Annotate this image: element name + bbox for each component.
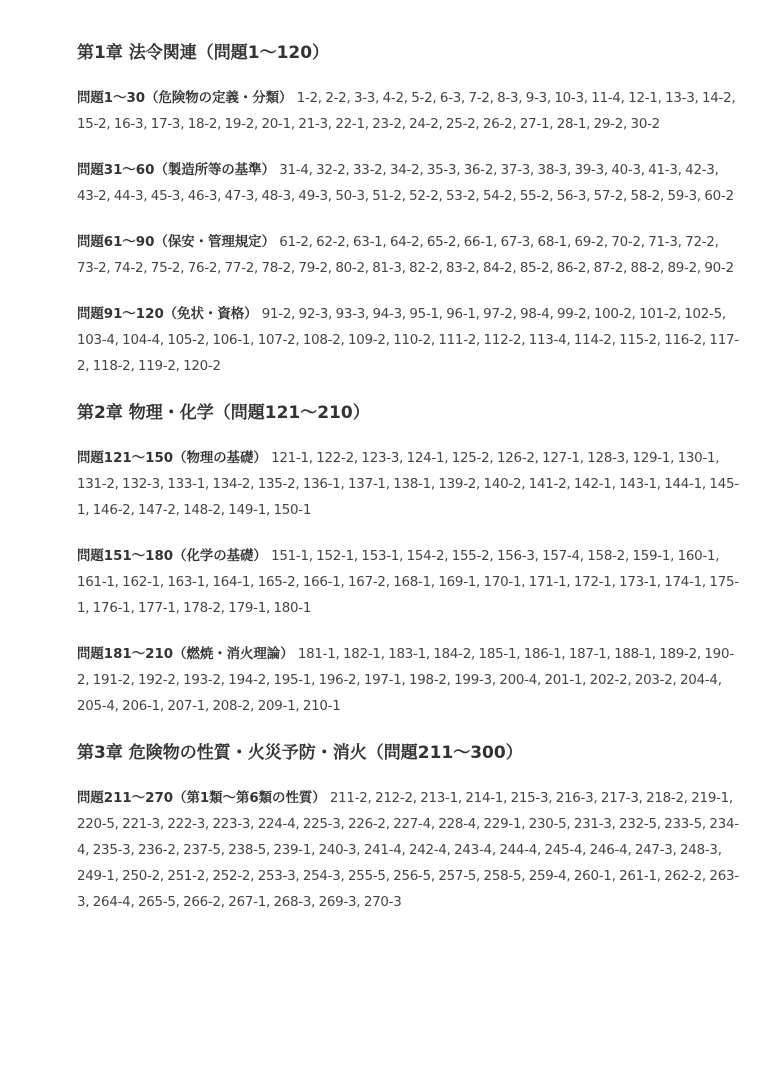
section-heading: 問題181〜210（燃焼・消火理論）: [77, 647, 294, 662]
answer-section: [77, 642, 741, 720]
answer-section: [77, 158, 741, 210]
chapter-title: 第1章 法令関連（問題1〜120）: [77, 43, 330, 63]
answer-section: [77, 786, 741, 916]
section-heading: 問題61〜90（保安・管理規定）: [77, 235, 275, 250]
answer-list: 1-2, 2-2, 3-3, 4-2, 5-2, 6-3, 7-2, 8-3, 9-3, 10-3, 11-4, 12-1, 13-3, 14-2, 15-2, 16-3, 17-3, 18-2, 19-2, 20-1, 21-3, 22-1, 23-2, 24-2, 25-2, 26-2, 27-1, 28-1, 29-2, 30-2: [77, 91, 736, 132]
chapter-2: [77, 400, 741, 720]
answer-section: [77, 230, 741, 282]
chapter-title: 第3章 危険物の性質・火災予防・消火（問題211〜300）: [77, 743, 523, 763]
answer-section: [77, 544, 741, 622]
answer-section: [77, 86, 741, 138]
section-heading: 問題151〜180（化学の基礎）: [77, 549, 267, 564]
answer-list: 211-2, 212-2, 213-1, 214-1, 215-3, 216-3, 217-3, 218-2, 219-1, 220-5, 221-3, 222-3, 223-3, 224-4, 225-3, 226-2, 227-4, 228-4, 229-1, 230-5, 231-3, 232-5, 233-5, 234-4, 235-3, 236-2, 237-5, 238-5, 239-1, 240-3, 241-4, 242-4, 243-4, 244-4, 245-4, 246-4, 247-3, 248-3, 249-1, 250-2, 251-2, 252-2, 253-3, 254-3, 255-5, 256-5, 257-5, 258-5, 259-4, 260-1, 261-1, 262-2, 263-3, 264-4, 265-5, 266-2, 267-1, 268-3, 269-3, 270-3: [77, 791, 739, 910]
answer-list: 121-1, 122-2, 123-3, 124-1, 125-2, 126-2, 127-1, 128-3, 129-1, 130-1, 131-2, 132-3, 133-1, 134-2, 135-2, 136-1, 137-1, 138-1, 139-2, 140-2, 141-2, 142-1, 143-1, 144-1, 145-1, 146-2, 147-2, 148-2, 149-1, 150-1: [77, 451, 739, 518]
section-heading: 問題31〜60（製造所等の基準）: [77, 163, 275, 178]
answer-list: 61-2, 62-2, 63-1, 64-2, 65-2, 66-1, 67-3, 68-1, 69-2, 70-2, 71-3, 72-2, 73-2, 74-2, 75-2, 76-2, 77-2, 78-2, 79-2, 80-2, 81-3, 82-2, 83-2, 84-2, 85-2, 86-2, 87-2, 88-2, 89-2, 90-2: [77, 235, 734, 276]
section-heading: 問題121〜150（物理の基礎）: [77, 451, 267, 466]
answer-list: 151-1, 152-1, 153-1, 154-2, 155-2, 156-3, 157-4, 158-2, 159-1, 160-1, 161-1, 162-1, 163-1, 164-1, 165-2, 166-1, 167-2, 168-1, 169-1, 170-1, 171-1, 172-1, 173-1, 174-1, 175-1, 176-1, 177-1, 178-2, 179-1, 180-1: [77, 549, 739, 616]
answer-list: 31-4, 32-2, 33-2, 34-2, 35-3, 36-2, 37-3, 38-3, 39-3, 40-3, 41-3, 42-3, 43-2, 44-3, 45-3, 46-3, 47-3, 48-3, 49-3, 50-3, 51-2, 52-2, 53-2, 54-2, 55-2, 56-3, 57-2, 58-2, 59-3, 60-2: [77, 163, 734, 204]
section-heading: 問題211〜270（第1類〜第6類の性質）: [77, 791, 326, 806]
answer-list: 91-2, 92-3, 93-3, 94-3, 95-1, 96-1, 97-2, 98-4, 99-2, 100-2, 101-2, 102-5, 103-4, 104-4, 105-2, 106-1, 107-2, 108-2, 109-2, 110-2, 111-2, 112-2, 113-4, 114-2, 115-2, 116-2, 117-2, 118-2, 119-2, 120-2: [77, 307, 739, 374]
chapter-1: [77, 40, 741, 380]
answer-list: 181-1, 182-1, 183-1, 184-2, 185-1, 186-1, 187-1, 188-1, 189-2, 190-2, 191-2, 192-2, 193-2, 194-2, 195-1, 196-2, 197-1, 198-2, 199-3, 200-4, 201-1, 202-2, 203-2, 204-4, 205-4, 206-1, 207-1, 208-2, 209-1, 210-1: [77, 647, 734, 714]
section-heading: 問題91〜120（免状・資格）: [77, 307, 258, 322]
chapter-3: [77, 740, 741, 916]
chapter-title: 第2章 物理・化学（問題121〜210）: [77, 403, 370, 423]
answer-section: [77, 446, 741, 524]
answer-section: [77, 302, 741, 380]
section-heading: 問題1〜30（危険物の定義・分類）: [77, 91, 293, 106]
